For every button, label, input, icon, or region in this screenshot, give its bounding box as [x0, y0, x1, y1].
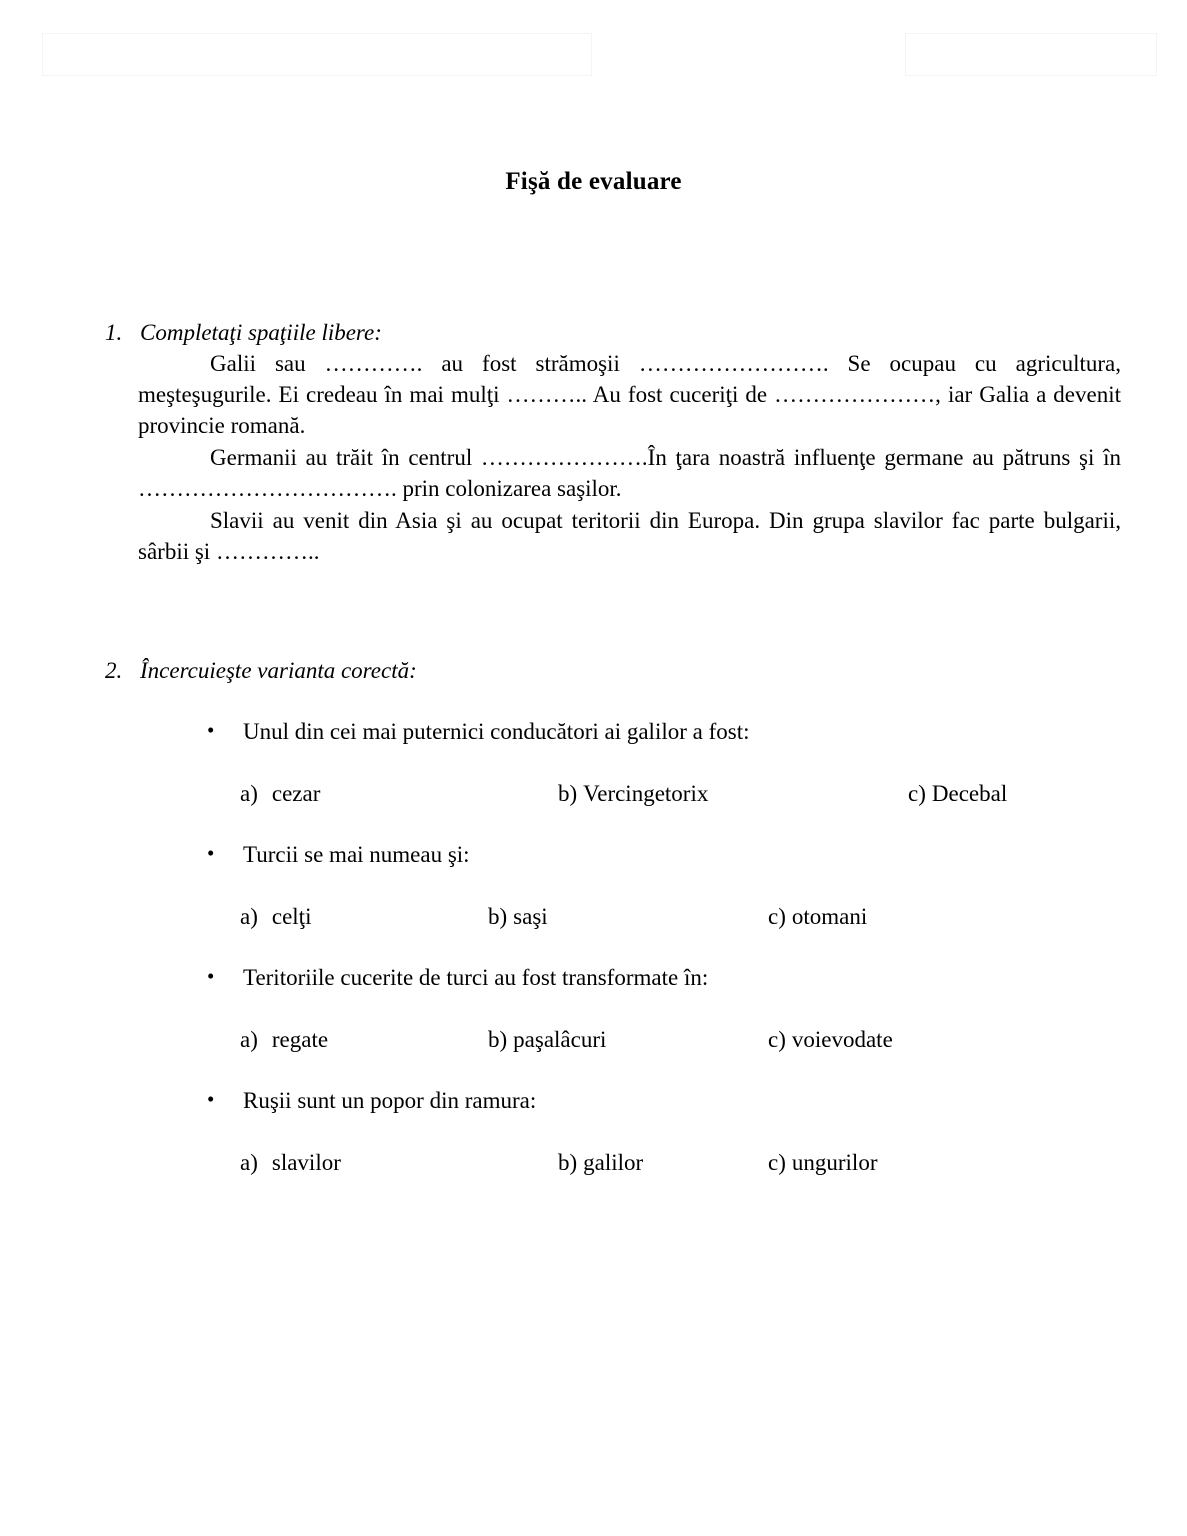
question-3-option-c[interactable]	[768, 1028, 893, 1051]
question-3-option-a-value: regate	[271, 1027, 329, 1052]
question-1-option-a-value: cezar	[271, 781, 321, 806]
question-4-option-c-key: c)	[768, 1150, 786, 1175]
question-4-option-a-value: slavilor	[271, 1150, 341, 1175]
question-2-option-b-value: saşi	[513, 904, 548, 929]
question-1-text: Unul din cei mai puternici conducători ai galilor a fost:	[243, 719, 750, 744]
header-box-left[interactable]	[42, 33, 592, 76]
page-title: Fişă de evaluare	[505, 168, 682, 195]
header-box-right[interactable]	[905, 33, 1157, 76]
bullet-icon: •	[207, 718, 215, 742]
question-1-option-c[interactable]	[908, 782, 1007, 805]
question-2-option-b-key: b)	[488, 904, 508, 929]
bullet-icon: •	[207, 1087, 215, 1111]
exercise-1-prompt: Completaţi spaţiile libere:	[140, 320, 382, 345]
question-2-option-c[interactable]	[768, 905, 867, 928]
exercise-1	[0, 320, 1187, 564]
exercise-1-paragraph-1-wrapper	[138, 348, 1121, 441]
exercise-2-heading	[0, 658, 1187, 688]
exercise-1-heading	[0, 320, 1187, 350]
exercise-2	[0, 658, 1187, 1175]
question-2-option-b[interactable]	[488, 905, 548, 928]
question-1-option-b-value: Vercingetorix	[583, 781, 709, 806]
page-header	[0, 0, 1187, 110]
question-4-option-a[interactable]	[240, 1151, 341, 1174]
question-2-option-a[interactable]	[240, 905, 311, 928]
question-3-option-b[interactable]	[488, 1028, 606, 1051]
question-2-options	[0, 905, 1187, 935]
question-3-options	[0, 1028, 1187, 1058]
exercise-1-paragraph-2: Germanii au trăit în centrul ………………….În ţara noastră influenţe germane au pătruns şi în ……………………………. prin colonizarea saşilor.	[138, 445, 1121, 501]
bullet-icon: •	[207, 964, 215, 988]
bullet-icon: •	[207, 841, 215, 865]
question-3-option-c-key: c)	[768, 1027, 786, 1052]
exercise-1-paragraph-3-wrapper	[138, 505, 1121, 567]
question-1-option-c-value: Decebal	[931, 781, 1008, 806]
question-1-option-c-key: c)	[908, 781, 926, 806]
question-4-option-c[interactable]	[768, 1151, 877, 1174]
question-2-text: Turcii se mai numeau şi:	[243, 842, 470, 867]
question-4-option-b-value: galilor	[583, 1150, 644, 1175]
question-4-option-c-value: ungurilor	[791, 1150, 878, 1175]
question-3-option-b-key: b)	[488, 1027, 508, 1052]
exercise-1-paragraph-2-wrapper	[138, 442, 1121, 504]
question-2-option-c-value: otomani	[791, 904, 868, 929]
exercise-1-paragraph-1: Galii sau …………. au fost strămoşii ……………………. Se ocupau cu agricultura, meşteşugurile. Ei credeau în mai mulţi ……….. Au fost cuceriţi de …………………, iar Galia a devenit provincie romană.	[138, 351, 1121, 438]
question-4-option-b[interactable]	[558, 1151, 643, 1174]
question-1-option-a-key: a)	[240, 781, 258, 806]
question-4-text: Ruşii sunt un popor din ramura:	[243, 1088, 537, 1113]
exercise-1-paragraph-3: Slavii au venit din Asia şi au ocupat teritorii din Europa. Din grupa slavilor fac parte bulgarii, sârbii şi …………..	[138, 508, 1121, 564]
question-4-option-b-key: b)	[558, 1150, 578, 1175]
question-4-option-a-key: a)	[240, 1150, 258, 1175]
question-3-option-b-value: paşalâcuri	[513, 1027, 607, 1052]
question-3-option-a[interactable]	[240, 1028, 328, 1051]
question-3-text: Teritoriile cucerite de turci au fost transformate în:	[243, 965, 709, 990]
exercise-2-number: 2.	[105, 658, 123, 683]
question-4-options	[0, 1151, 1187, 1181]
question-1-options	[0, 782, 1187, 812]
question-1-option-a[interactable]	[240, 782, 320, 805]
question-2-option-c-key: c)	[768, 904, 786, 929]
question-1-option-b[interactable]	[558, 782, 708, 805]
question-3-option-a-key: a)	[240, 1027, 258, 1052]
question-2-option-a-key: a)	[240, 904, 258, 929]
exercise-2-prompt: Încercuieşte varianta corectă:	[140, 658, 417, 683]
question-2-option-a-value: celţi	[271, 904, 312, 929]
question-1-option-b-key: b)	[558, 781, 578, 806]
question-3-option-c-value: voievodate	[791, 1027, 893, 1052]
exercise-1-number: 1.	[105, 320, 123, 345]
